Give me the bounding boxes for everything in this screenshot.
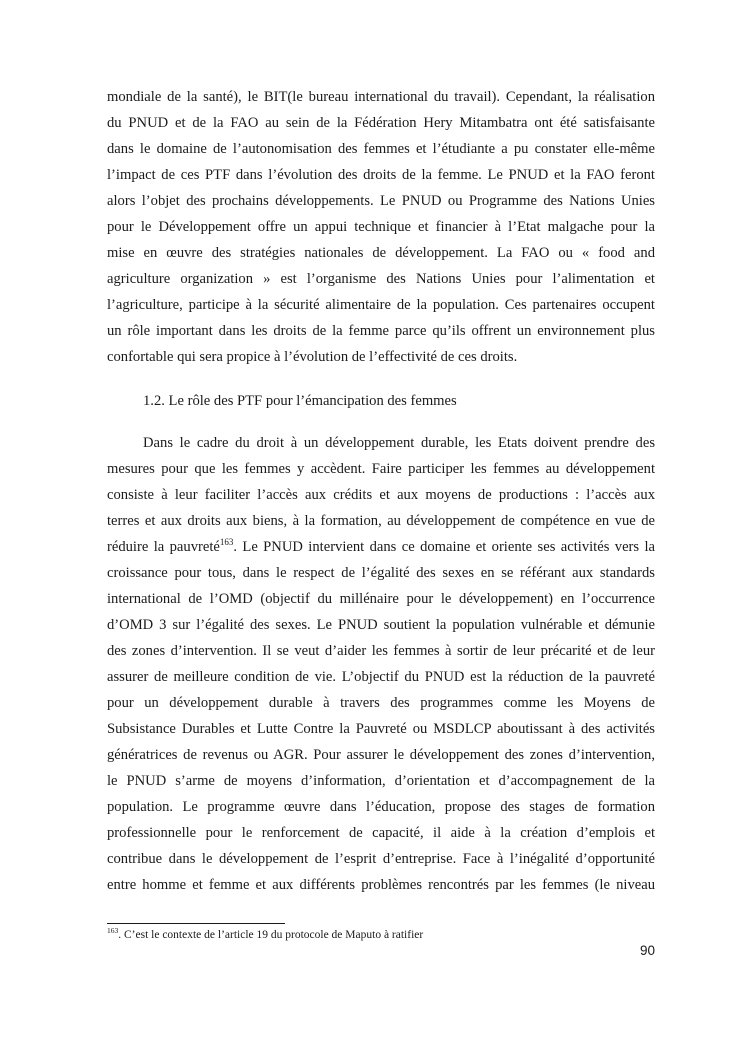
section-heading: 1.2. Le rôle des PTF pour l’émancipation des femmes <box>143 393 457 409</box>
footnote-text: . C’est le contexte de l’article 19 du protocole de Maputo à ratifier <box>118 929 424 941</box>
text-line: consiste à leur faciliter l’accès aux crédits et aux moyens de productions : l’accès aux <box>107 487 655 503</box>
text-line: du PNUD et de la FAO au sein de la Fédération Hery Mitambatra ont été satisfaisante <box>107 115 655 131</box>
text-line: professionnelle pour le renforcement de capacité, il aide à la création d’emplois et <box>107 825 655 841</box>
text-line: un rôle important dans les droits de la femme parce qu’ils offrent un environnement plus <box>107 323 655 339</box>
text-line: pour un développement durable à travers des programmes comme les Moyens de <box>107 695 655 711</box>
footnote <box>107 928 423 942</box>
text-line: d’OMD 3 sur l’égalité des sexes. Le PNUD soutient la population vulnérable et démunie <box>107 617 655 633</box>
text-line: pour le Développement offre un appui technique et financier à l’Etat malgache pour la <box>107 219 655 235</box>
text-line: dans le domaine de l’autonomisation des femmes et l’étudiante a pu constater elle-même <box>107 141 655 157</box>
footnote-number: 163 <box>107 926 119 935</box>
text-line: mise en œuvre des stratégies nationales de développement. La FAO ou « food and <box>107 245 655 261</box>
text-line: mondiale de la santé), le BIT(le bureau international du travail). Cependant, la réalisation <box>107 89 655 105</box>
text-line: l’agriculture, participe à la sécurité alimentaire de la population. Ces partenaires occupent <box>107 297 655 313</box>
text-segment: réduire la pauvreté <box>107 539 220 555</box>
text-line: contribue dans le développement de l’esprit d’entreprise. Face à l’inégalité d’opportunité <box>107 851 655 867</box>
text-line-with-note <box>107 538 655 556</box>
text-line: population. Le programme œuvre dans l’éducation, propose des stages de formation <box>107 799 655 815</box>
text-line: croissance pour tous, dans le respect de l’égalité des sexes en se référant aux standards <box>107 565 655 581</box>
text-line: génératrices de revenus ou AGR. Pour assurer le développement des zones d’intervention, <box>107 747 655 763</box>
text-segment: . Le PNUD intervient dans ce domaine et oriente ses activités vers la <box>233 539 655 555</box>
text-line: le PNUD s’arme de moyens d’information, d’orientation et d’accompagnement de la <box>107 773 655 789</box>
text-line: Subsistance Durables et Lutte Contre la Pauvreté ou MSDLCP aboutissant à des activités <box>107 721 655 737</box>
text-line: Dans le cadre du droit à un développement durable, les Etats doivent prendre des <box>143 435 655 451</box>
page-number: 90 <box>639 943 655 958</box>
text-line: assurer de meilleure condition de vie. L’objectif du PNUD est la réduction de la pauvreté <box>107 669 655 685</box>
text-line: mesures pour que les femmes y accèdent. Faire participer les femmes au développement <box>107 461 655 477</box>
text-line: international de l’OMD (objectif du millénaire pour le développement) en l’occurrence <box>107 591 655 607</box>
text-line: l’impact de ces PTF dans l’évolution des droits de la femme. Le PNUD et la FAO feront <box>107 167 655 183</box>
text-line: alors l’objet des prochains développements. Le PNUD ou Programme des Nations Unies <box>107 193 655 209</box>
text-line: confortable qui sera propice à l’évolution de l’effectivité de ces droits. <box>107 349 518 365</box>
text-line: entre homme et femme et aux différents problèmes rencontrés par les femmes (le niveau <box>107 877 655 893</box>
text-line: terres et aux droits aux biens, à la formation, au développement de compétence en vue de <box>107 513 655 529</box>
text-line: des zones d’intervention. Il se veut d’aider les femmes à sortir de leur précarité et de leur <box>107 643 655 659</box>
text-line: agriculture organization » est l’organisme des Nations Unies pour l’alimentation et <box>107 271 655 287</box>
footnote-separator <box>107 923 285 924</box>
footnote-reference[interactable]: 163 <box>219 538 234 547</box>
